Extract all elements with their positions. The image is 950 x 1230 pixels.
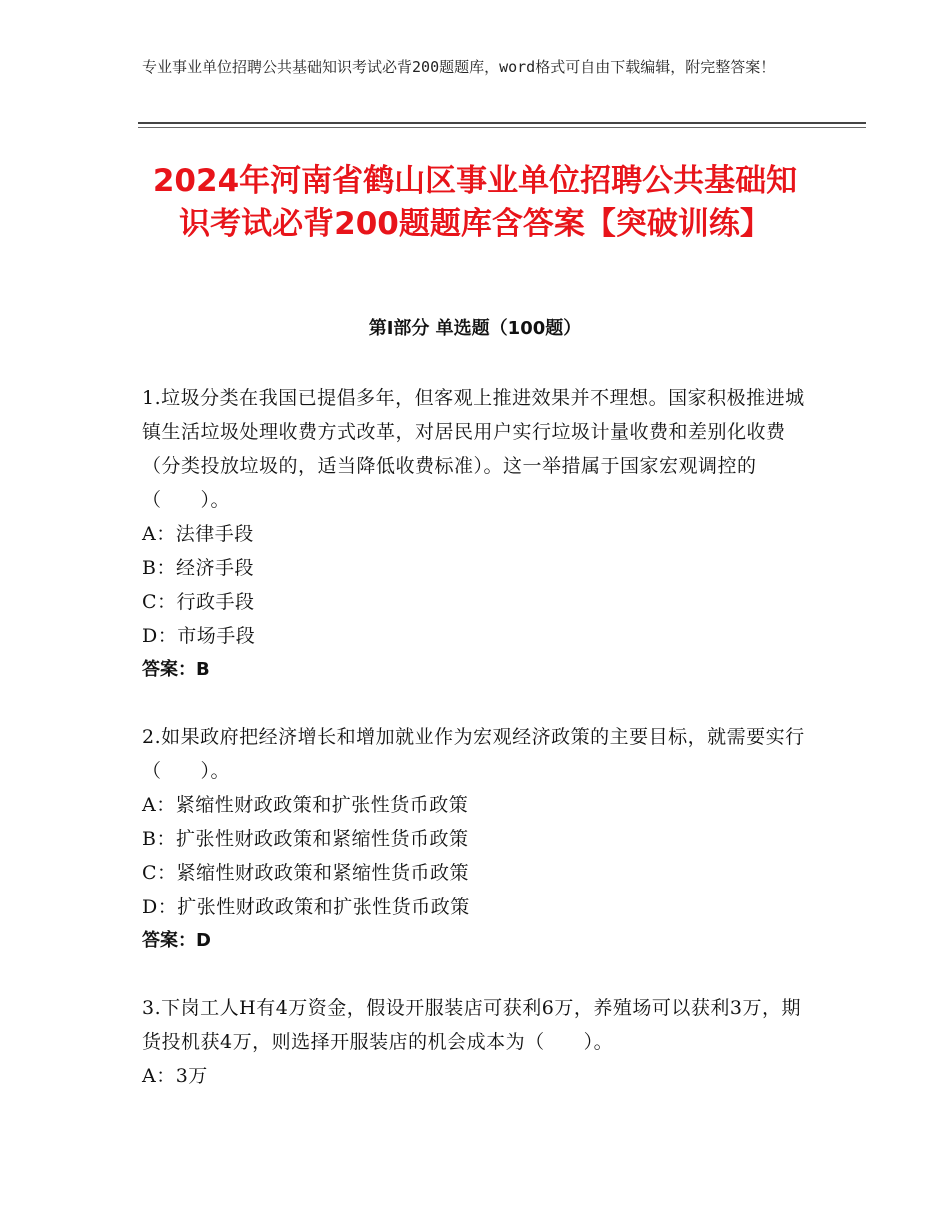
option-c: C：紧缩性财政政策和紧缩性货币政策 (142, 862, 470, 884)
document-title: 2024年河南省鹤山区事业单位招聘公共基础知识考试必背200题题库含答案【突破训练】 (152, 163, 798, 242)
question-3 (142, 991, 812, 1093)
question-stem: 1.垃圾分类在我国已提倡多年，但客观上推进效果并不理想。国家积极推进城镇生活垃圾处理收费方式改革，对居民用户实行垃圾计量收费和差别化收费（分类投放垃圾的，适当降低收费标准）。这一举措属于国家宏观调控的（ ）。 (142, 387, 805, 511)
answer: 答案：D (142, 930, 211, 951)
section-heading: 第Ⅰ部分 单选题（100题） (368, 318, 582, 339)
answer: 答案：B (142, 659, 210, 680)
option-d: D：市场手段 (142, 625, 256, 647)
header-rule-thick (138, 122, 866, 124)
option-a: A：法律手段 (142, 523, 254, 545)
option-c: C：行政手段 (142, 591, 255, 613)
question-stem: 2.如果政府把经济增长和增加就业作为宏观经济政策的主要目标，就需要实行（ ）。 (142, 726, 805, 782)
question-list (142, 381, 812, 1126)
header-note: 专业事业单位招聘公共基础知识考试必背200题题库，word格式可自由下载编辑，附完整答案！ (142, 58, 776, 76)
option-b: B：经济手段 (142, 557, 254, 579)
option-a: A：3万 (142, 1065, 208, 1087)
option-b: B：扩张性财政政策和紧缩性货币政策 (142, 828, 469, 850)
question-1 (142, 381, 812, 687)
option-a: A：紧缩性财政政策和扩张性货币政策 (142, 794, 469, 816)
question-2 (142, 720, 812, 958)
header-rule-thin (138, 127, 866, 128)
question-stem: 3.下岗工人H有4万资金，假设开服装店可获利6万，养殖场可以获利3万，期货投机获4万，则选择开服装店的机会成本为（ ）。 (142, 997, 801, 1053)
option-d: D：扩张性财政政策和扩张性货币政策 (142, 896, 470, 918)
